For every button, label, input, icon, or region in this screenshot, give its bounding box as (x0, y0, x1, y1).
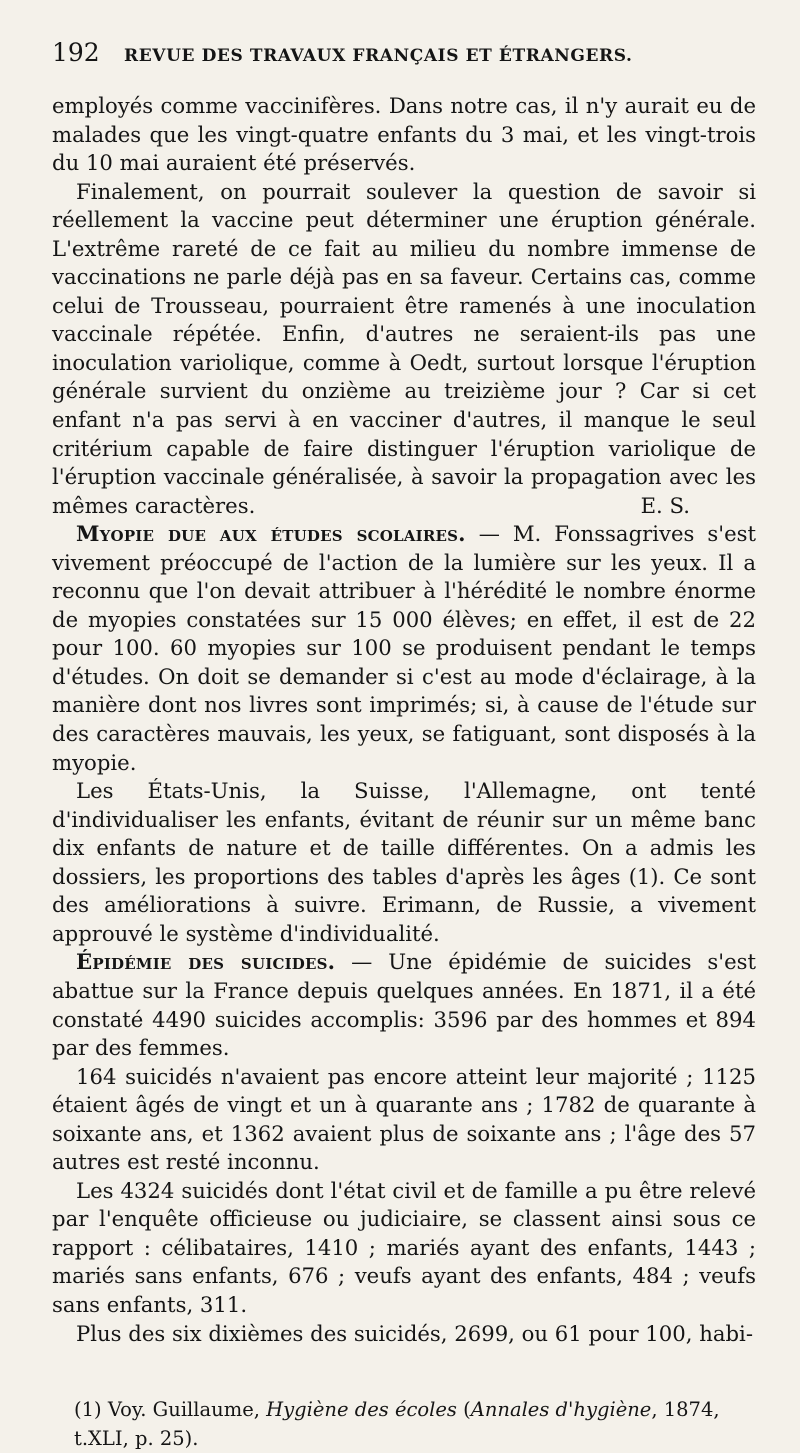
paragraph-continued: employés comme vaccinifères. Dans notre cas, il n'y aurait eu de malades que les vingt-quatre enfants du 3 mai, et les vingt-trois du 10 mai auraient été préservés. (52, 93, 756, 176)
paragraph-individualization-after-ref: . Ce sont des améliorations à suivre. Erimann, de Russie, a vivement approuvé le système d'individualité. (52, 863, 756, 946)
page-header (52, 38, 756, 86)
section-heading-myopia: Myopie due aux études scolaires. (76, 521, 466, 547)
footnote-after: , 1874, t.XLI, p. 25). (74, 1398, 720, 1450)
footnote-middle: ( (456, 1398, 471, 1422)
article-text (52, 92, 756, 1348)
footnote (52, 1396, 756, 1453)
paragraph-individualization (52, 777, 756, 948)
section-heading-suicides: Épidémie des suicides. (76, 949, 336, 975)
paragraph-continuation: Plus des six dixièmes des suicidés, 2699, ou 61 pour 100, habi- (76, 1320, 753, 1346)
paragraph-school-myopia (52, 520, 756, 777)
book-page (52, 38, 756, 1450)
paragraph-vaccine-eruption-text: Finalement, on pourrait soulever la question de savoir si réellement la vaccine peut déterminer une éruption générale. L'extrême rareté de ce fait au milieu du nombre immense de vaccinations ne parle déjà pas en sa faveur. Certains cas, comme celui de Trousseau, pourraient être ramenés à une inoculation vaccinale répétée. Enfin, d'autres ne seraient-ils pas une inoculation variolique, comme à Oedt, surtout lorsque l'éruption générale survient du onzième au treizième jour ? Car si cet enfant n'a pas servi à en vacciner d'autres, il manque le seul critérium capable de faire distinguer l'éruption variolique de l'éruption vaccinale généralisée, à savoir la propagation avec les mêmes caractères. (52, 178, 756, 518)
footnote-book-title: Hygiène des écoles (266, 1398, 457, 1422)
paragraph-family-status: Les 4324 suicidés dont l'état civil et de famille a pu être relevé par l'enquête officieuse ou judiciaire, se classent ainsi sous ce rapport : célibataires, 1410 ; mariés ayant des enfants, 1443 ; mariés sans enfants, 676 ; veufs ayant des enfants, 484 ; veufs sans enfants, 311. (52, 1177, 756, 1317)
paragraph-suicide-epidemic-text: — Une épidémie de suicides s'est abattue sur la France depuis quelques années. En 1871, il a été constaté 4490 suicides accomplis: 3596 par des hommes et 894 par des femmes. (52, 949, 756, 1061)
footnote-marker: (1) (74, 1398, 102, 1422)
author-signature: E. S. (640, 492, 690, 518)
paragraph-individualization-before-ref: Les États-Unis, la Suisse, l'Allemagne, ont tenté d'individualiser les enfants, évitant de réunir sur un même banc dix enfants de nature et de taille différentes. On a admis les dossiers, les proportions des tables d'après les âges (52, 778, 756, 889)
paragraph-suicide-ages: 164 suicidés n'avaient pas encore atteint leur majorité ; 1125 étaient âgés de vingt et un à quarante ans ; 1782 de quarante à soixante ans, et 1362 avaient plus de soixante ans ; l'âge des 57 autres est resté inconnu. (52, 1063, 756, 1175)
paragraph-vaccine-eruption (52, 178, 756, 521)
running-title: REVUE DES TRAVAUX FRANÇAIS ET ÉTRANGERS. (124, 46, 633, 66)
page-number: 192 (52, 38, 100, 67)
paragraph-suicide-epidemic (52, 948, 756, 1062)
footnote-before-title: Voy. Guillaume, (101, 1398, 267, 1422)
paragraph-school-myopia-text: — M. Fonssagrives s'est vivement préoccupé de l'action de la lumière sur les yeux. Il a reconnu que l'on devait attribuer à l'hérédité le nombre énorme de myopies constatées sur 15 000 élèves; en effet, il est de 22 pour 100. 60 myopies sur 100 se produisent pendant le temps d'études. On doit se demander si c'est au mode d'éclairage, à la manière dont nos livres sont imprimés; si, à cause de l'étude sur des caractères mauvais, les yeux, se fatiguant, sont disposés à la myopie. (52, 521, 756, 775)
footnote-reference: (1) (628, 864, 659, 889)
footnote-journal-title: Annales d'hygiène (470, 1398, 652, 1422)
